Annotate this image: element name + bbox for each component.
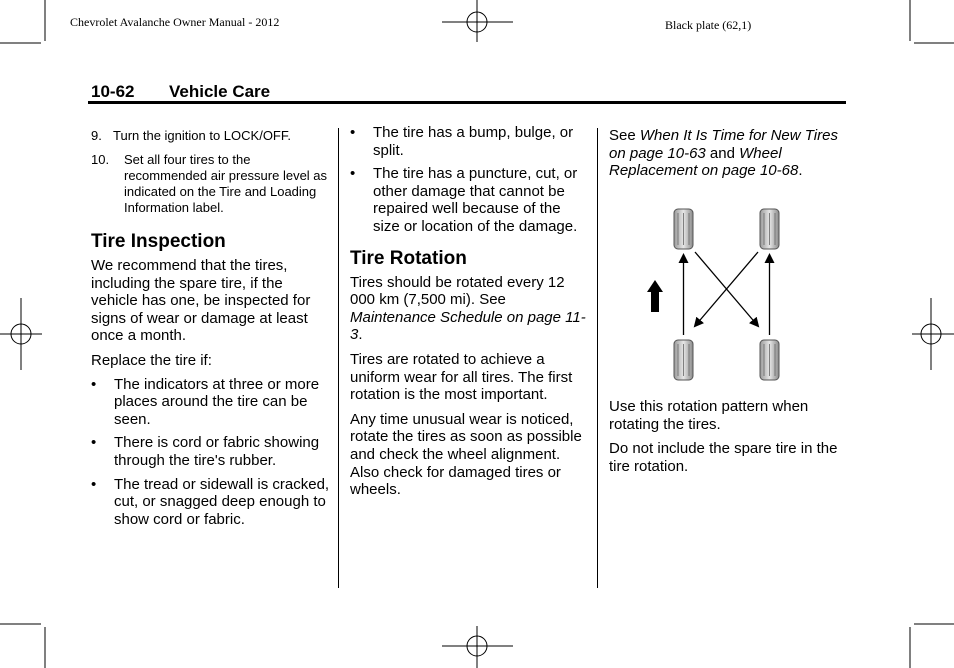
paragraph: Do not include the spare tire in the tire rotation. [609,440,838,475]
column-3 [609,127,845,180]
paragraph: See When It Is Time for New Tires on page 10-63 and Wheel Replacement on page 10-68. [609,127,838,180]
manual-title: Chevrolet Avalanche Owner Manual - 2012 [70,15,280,29]
tire-rear-left [674,340,693,380]
diagram-caption: Use this rotation pattern when rotating the tires. [609,398,809,433]
bullet-item: • The tire has a bump, bulge, or split. [350,124,574,159]
bullet-item: • The tread or sidewall is cracked, cut, or snagged deep enough to show cord or fabric. [91,475,330,528]
tire-front-right [760,209,779,249]
paragraph: Any time unusual wear is noticed, rotate the tires as soon as possible and check the wheel alignment. Also check for damaged tires or wheels. [350,410,582,499]
paragraph: Replace the tire if: [91,351,212,369]
step-item: 9. Turn the ignition to LOCK/OFF. [91,128,291,143]
tire-rotation-diagram [640,200,800,390]
plate-label: Black plate (62,1) [665,18,752,32]
paragraph: We recommend that the tires, including the spare tire, if the vehicle has one, be inspected for signs of wear or damage at least once a month. [91,257,311,345]
rotation-arrows [684,252,770,335]
bullet-item: • The tire has a puncture, cut, or other damage that cannot be repaired well because of the size or location of the damage. [350,165,578,235]
step-item: 10. Set all four tires to the recommended air pressure level as indicated on the Tire and Loading Information label. [91,152,328,215]
column-divider [338,128,339,588]
column-2 [350,124,590,499]
page-number: 10-62 [91,82,135,101]
bullet-item: • There is cord or fabric showing through the tire's rubber. [91,434,320,469]
column-divider [597,128,598,588]
heading-tire-rotation: Tire Rotation [350,247,467,269]
tire-rear-right [760,340,779,380]
bullet-item: • The indicators at three or more places around the tire can be seen. [91,375,320,428]
tire-front-left [674,209,693,249]
column-3-lower [609,398,845,475]
column-1 [91,128,331,528]
header-rule [88,101,846,104]
paragraph: Tires should be rotated every 12 000 km (7,500 mi). See Maintenance Schedule on page 11-3. [350,273,586,344]
wheel-replacement-link[interactable]: Wheel Replacement on page 10-68 [609,144,799,180]
registration-mark-bottom [442,626,513,668]
forward-direction-icon [647,280,663,312]
new-tires-link[interactable]: When It Is Time for New Tires on page 10-63 [609,127,838,162]
maintenance-schedule-link[interactable]: Maintenance Schedule on page 11-3 [350,308,586,344]
heading-tire-inspection: Tire Inspection [91,231,226,252]
registration-mark-top [442,0,513,42]
paragraph: Tires are rotated to achieve a uniform wear for all tires. The first rotation is the most important. [350,350,573,404]
registration-mark-left [0,298,42,370]
registration-mark-right [912,298,954,370]
section-title: Vehicle Care [169,82,271,101]
